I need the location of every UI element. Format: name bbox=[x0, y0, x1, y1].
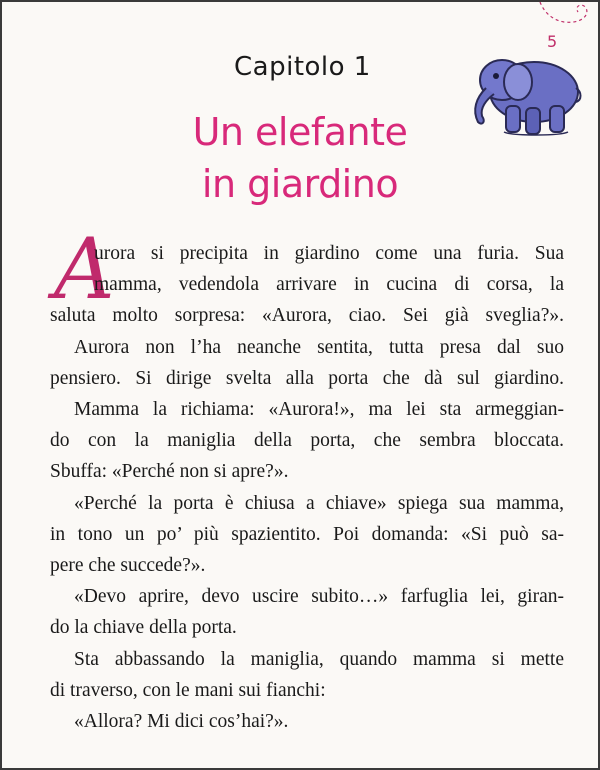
text-line: «Perché la porta è chiusa a chiave» spiega sua mamma, bbox=[74, 492, 564, 514]
chapter-title-line-1: Un elefante bbox=[192, 110, 408, 154]
chapter-body bbox=[50, 238, 564, 737]
text-line: do la chiave della porta. bbox=[50, 617, 237, 639]
text-line: «Devo aprire, devo uscire subito…» farfuglia lei, giran- bbox=[74, 586, 564, 608]
paragraph-3 bbox=[50, 394, 564, 488]
paragraph-6 bbox=[50, 644, 564, 706]
paragraph-4 bbox=[50, 488, 564, 582]
text-line: Sbuffa: «Perché non si apre?». bbox=[50, 461, 289, 483]
paragraph-5 bbox=[50, 581, 564, 643]
text-line: pere che succede?». bbox=[50, 555, 206, 577]
text-line: do con la maniglia della porta, che sembra bloccata. bbox=[50, 430, 564, 452]
text-line: pensiero. Si dirige svelta alla porta che dà sul giardino. bbox=[50, 367, 564, 389]
paragraph-1 bbox=[50, 238, 564, 332]
text-line: Mamma la richiama: «Aurora!», ma lei sta armeggian- bbox=[74, 399, 564, 421]
chapter-label: Capitolo 1 bbox=[234, 52, 371, 82]
paragraph-7 bbox=[50, 706, 564, 737]
paragraph-2 bbox=[50, 332, 564, 394]
text-line: di traverso, con le mani sui fianchi: bbox=[50, 679, 326, 701]
text-line: in tono un po’ più spazientito. Poi domanda: «Si può sa- bbox=[50, 523, 564, 545]
book-page bbox=[2, 2, 598, 768]
text-line: saluta molto sorpresa: «Aurora, ciao. Sei già sveglia?». bbox=[50, 305, 564, 327]
text-line: urora si precipita in giardino come una furia. Sua bbox=[94, 243, 564, 264]
text-line: Sta abbassando la maniglia, quando mamma si mette bbox=[74, 648, 564, 670]
text-line: Aurora non l’ha neanche sentita, tutta presa dal suo bbox=[74, 336, 564, 358]
page-number: 5 bbox=[547, 32, 558, 51]
text-line: «Allora? Mi dici cos’hai?». bbox=[74, 711, 289, 733]
drop-cap: A bbox=[54, 220, 115, 318]
text-line: mamma, vedendola arrivare in cucina di corsa, la bbox=[94, 274, 564, 296]
chapter-title-line-2: in giardino bbox=[201, 162, 399, 206]
